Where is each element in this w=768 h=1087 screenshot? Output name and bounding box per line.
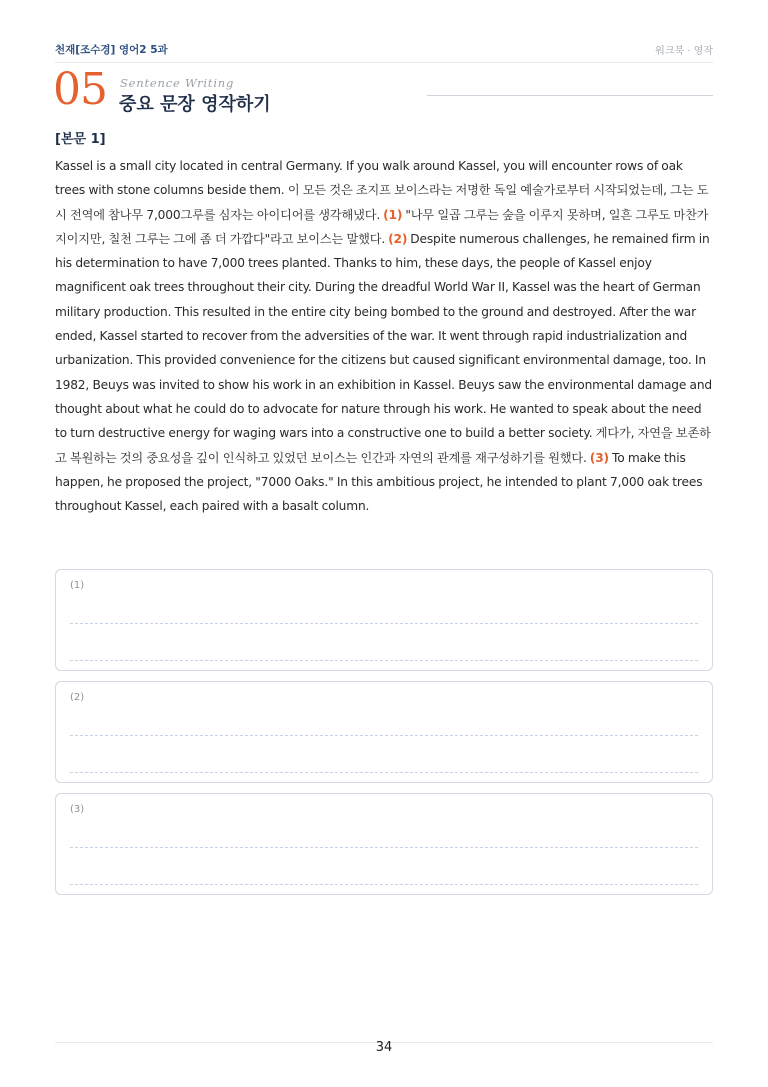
passage-segment: To make this happen, he proposed the project, "7000 Oaks." In this ambitious project, he intended to plant 7,000 oak trees throughout Kassel, each paired with a basalt column.: [55, 450, 703, 514]
answer-line: [70, 623, 698, 624]
page-number: 34: [375, 1040, 393, 1055]
marker-2: (2): [388, 231, 408, 246]
answer-box-3[interactable]: [55, 793, 713, 895]
answer-label-2: (2): [70, 692, 85, 703]
answer-line: [70, 735, 698, 736]
answer-label-3: (3): [70, 804, 85, 815]
answer-line: [70, 772, 698, 773]
answer-label-1: (1): [70, 580, 85, 591]
passage-segment: Kassel is a small city located in central Germany. If you walk around Kassel, you will encounter rows of oak trees with stone columns beside them. 이 모든 것은 조지프 보이스라는 저명한 독일 예술가로부터 시작되었는데, 그는 도시 전역에 참나무 7,000그루를 심자는 아이디어를 생각해냈다.: [55, 159, 709, 222]
passage-segment: "나무 일곱 그루는 숲을 이루지 못하며, 일흔 그루도 마찬가지이지만, 칠천 그루는 그에 좀 더 가깝다"라고 보이스는 말했다.: [55, 207, 709, 246]
answer-box-1[interactable]: [55, 569, 713, 671]
answer-line: [70, 847, 698, 848]
section-title: 중요 문장 영작하기: [119, 94, 271, 115]
title-divider: [427, 95, 713, 96]
answer-line: [70, 884, 698, 885]
passage-text: [55, 154, 715, 518]
answer-box-2[interactable]: [55, 681, 713, 783]
section-number: 05: [53, 64, 107, 115]
passage-segment: Despite numerous challenges, he remained firm in his determination to have 7,000 trees planted. Thanks to him, these days, the people of Kassel enjoy magnificent oak trees throughout their city. During the dreadful World War II, Kassel was the heart of German military production. This resulted in the entire city being bombed to the ground and destroyed. After the war ended, Kassel started to recover from the adversities of the war. It went through rapid industrialization and urbanization. This provided convenience for the citizens but caused significant environmental damage, too. In 1982, Beuys was invited to show his work in an exhibition in Kassel. Beuys saw the environmental damage and thought about what he could do to advocate for nature through his work. He wanted to speak about the need to turn destructive energy for waging wars into a constructive one to build a better society. 게다가, 자연을 보존하고 복원하는 것의 중요성을 깊이 인식하고 있었던 보이스는 인간과 자연의 관계를 재구성하기를 원했다.: [55, 231, 713, 465]
book-title: 천재[조수경] 영어2 5과: [55, 44, 168, 56]
answer-line: [70, 660, 698, 661]
passage-label: [본문 1]: [55, 132, 106, 147]
section-subtitle: Sentence Writing: [120, 76, 235, 90]
header-divider: [55, 62, 713, 63]
marker-1: (1): [383, 207, 403, 222]
section-type: 워크북 · 영작: [655, 46, 713, 57]
marker-3: (3): [589, 450, 609, 465]
